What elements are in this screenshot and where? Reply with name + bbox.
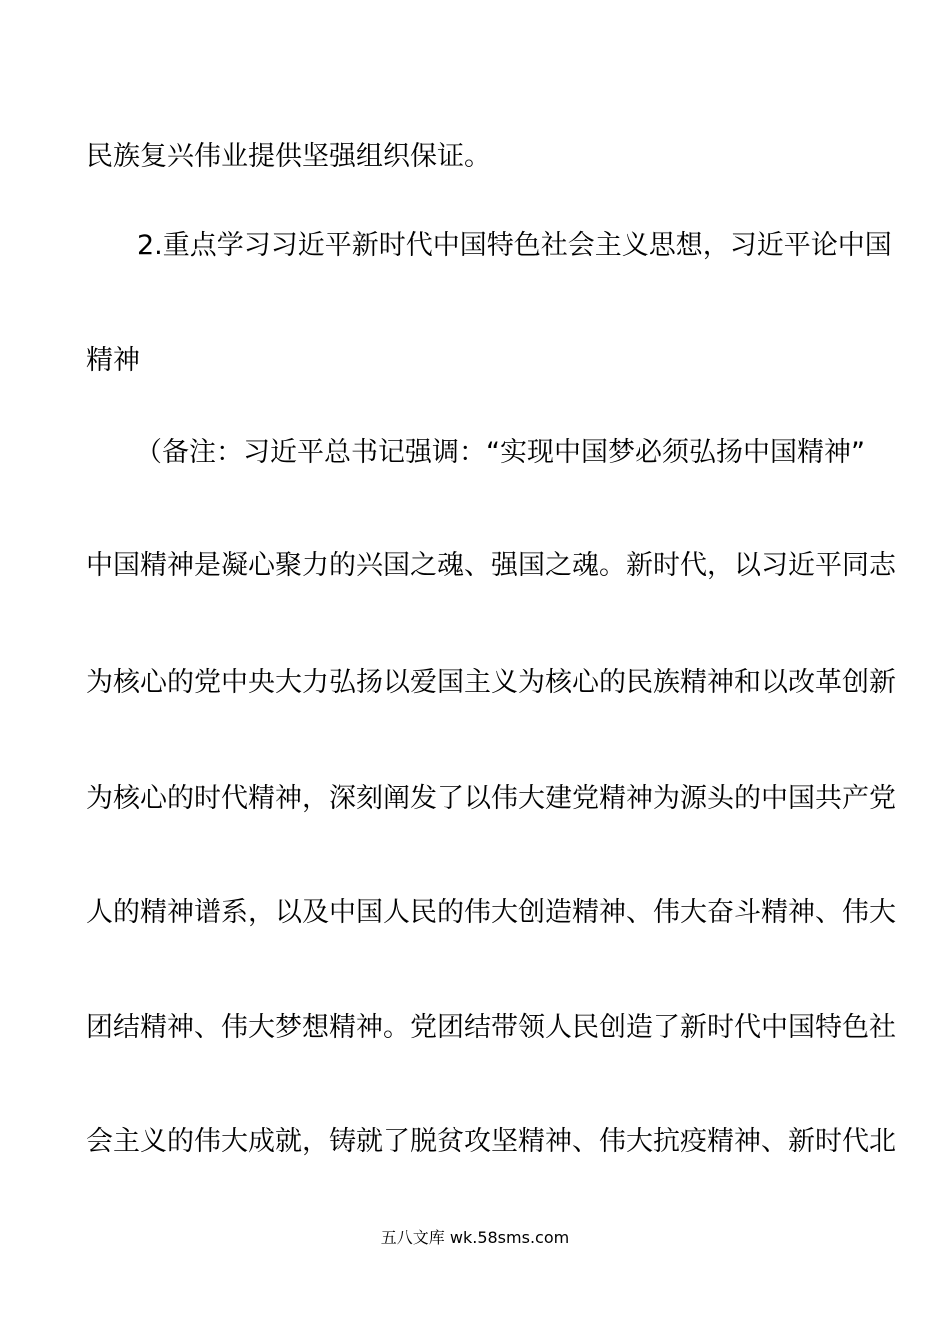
paragraph-line-7: 为核心的时代精神，深刻阐发了以伟大建党精神为源头的中国共产党: [86, 783, 896, 814]
page-footer: 五八文库 wk.58sms.com: [380, 1228, 570, 1247]
paragraph-line-8: 人的精神谱系，以及中国人民的伟大创造精神、伟大奋斗精神、伟大: [86, 897, 896, 928]
paragraph-line-4: （备注：习近平总书记强调：“实现中国梦必须弘扬中国精神”: [135, 437, 865, 468]
paragraph-line-3: 精神: [86, 345, 140, 376]
paragraph-line-2: 2.重点学习习近平新时代中国特色社会主义思想，习近平论中国: [137, 230, 892, 261]
paragraph-line-5: 中国精神是凝心聚力的兴国之魂、强国之魂。新时代，以习近平同志: [86, 550, 896, 581]
paragraph-line-6: 为核心的党中央大力弘扬以爱国主义为核心的民族精神和以改革创新: [86, 667, 896, 698]
paragraph-line-1: 民族复兴伟业提供坚强组织保证。: [86, 141, 491, 172]
paragraph-line-9: 团结精神、伟大梦想精神。党团结带领人民创造了新时代中国特色社: [86, 1012, 896, 1043]
paragraph-line-10: 会主义的伟大成就，铸就了脱贫攻坚精神、伟大抗疫精神、新时代北: [86, 1126, 896, 1157]
